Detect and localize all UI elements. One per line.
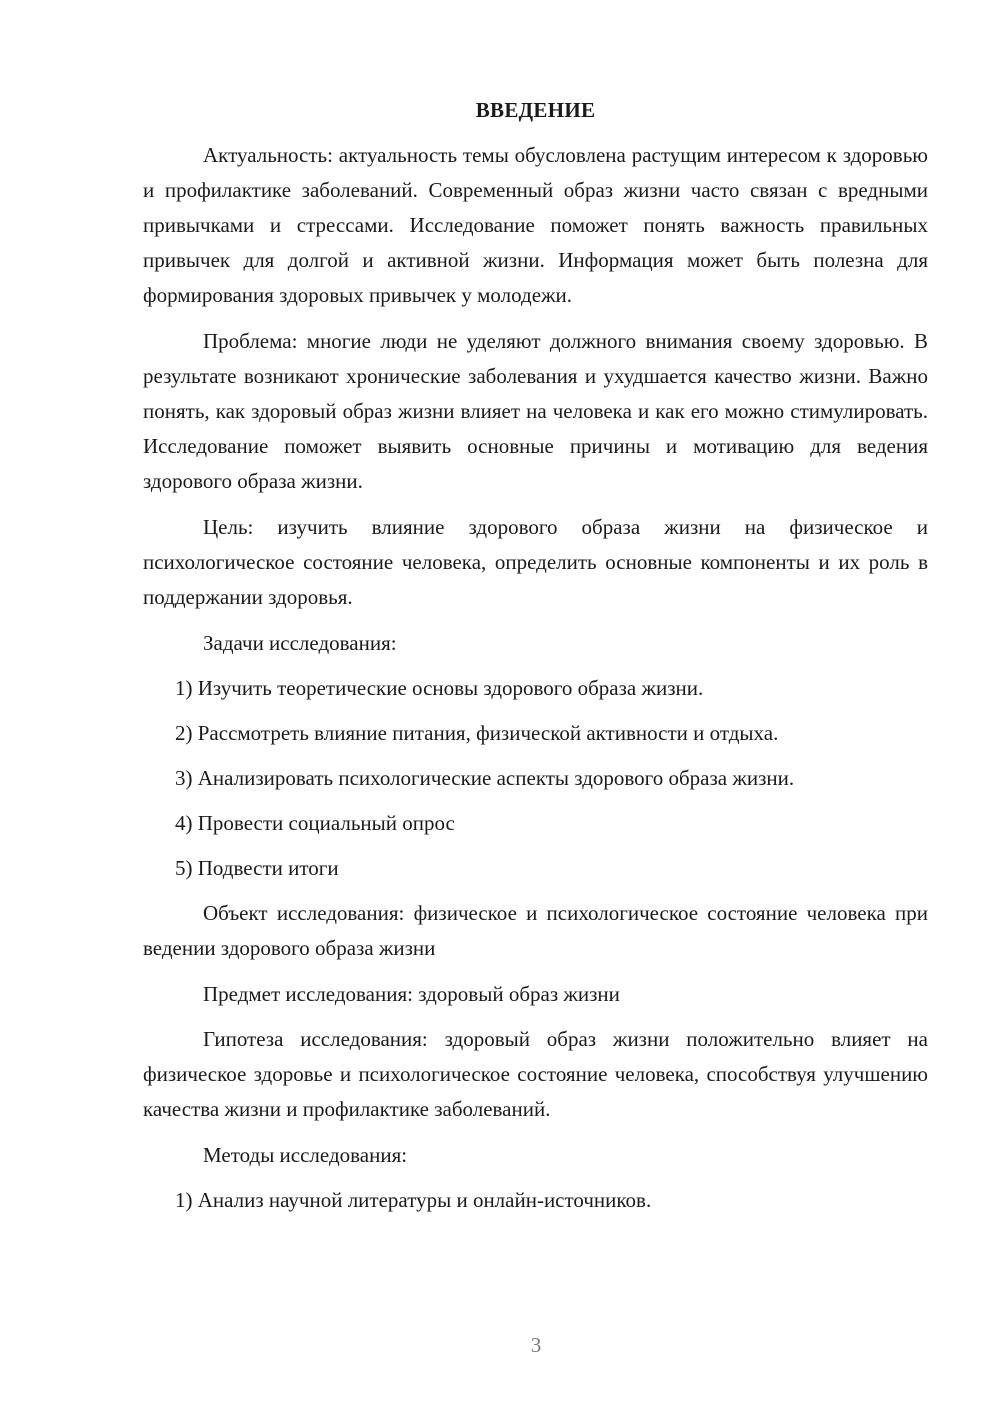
list-item: 1) Изучить теоретические основы здорового образа жизни.	[175, 676, 704, 700]
section-title: ВВЕДЕНИЕ	[475, 98, 596, 122]
tasks-list	[143, 671, 928, 886]
relevance-paragraph: Актуальность: актуальность темы обусловлена растущим интересом к здоровью и профилактике заболеваний. Современный образ жизни часто связан с вредными привычками и стрессами. Исследование поможет понять важность правильных привычек для долгой и активной жизни. Информация может быть полезна для формирования здоровых привычек у молодежи.	[143, 143, 928, 307]
hypothesis-paragraph: Гипотеза исследования: здоровый образ жизни положительно влияет на физическое здоровье и психологическое состояние человека, способствуя улучшению качества жизни и профилактике заболеваний.	[143, 1027, 928, 1121]
goal-paragraph: Цель: изучить влияние здорового образа жизни на физическое и психологическое состояние человека, определить основные компоненты и их роль в поддержании здоровья.	[143, 515, 928, 609]
list-item: 5) Подвести итоги	[175, 856, 339, 880]
methods-heading: Методы исследования:	[203, 1143, 408, 1167]
tasks-heading: Задачи исследования:	[203, 631, 397, 655]
page-number: 3	[530, 1333, 542, 1357]
problem-paragraph: Проблема: многие люди не уделяют должного внимания своему здоровью. В результате возникают хронические заболевания и ухудшается качество жизни. Важно понять, как здоровый образ жизни влияет на человека и как его можно стимулировать. Исследование поможет выявить основные причины и мотивацию для ведения здорового образа жизни.	[143, 329, 928, 493]
subject-paragraph: Предмет исследования: здоровый образ жизни	[203, 982, 620, 1006]
page-content	[143, 95, 928, 1228]
methods-list	[143, 1183, 928, 1218]
list-item: 4) Провести социальный опрос	[175, 811, 455, 835]
object-paragraph: Объект исследования: физическое и психологическое состояние человека при ведении здорового образа жизни	[143, 901, 928, 960]
list-item: 1) Анализ научной литературы и онлайн-источников.	[175, 1188, 652, 1212]
list-item: 3) Анализировать психологические аспекты здорового образа жизни.	[175, 766, 795, 790]
list-item: 2) Рассмотреть влияние питания, физической активности и отдыха.	[175, 721, 779, 745]
